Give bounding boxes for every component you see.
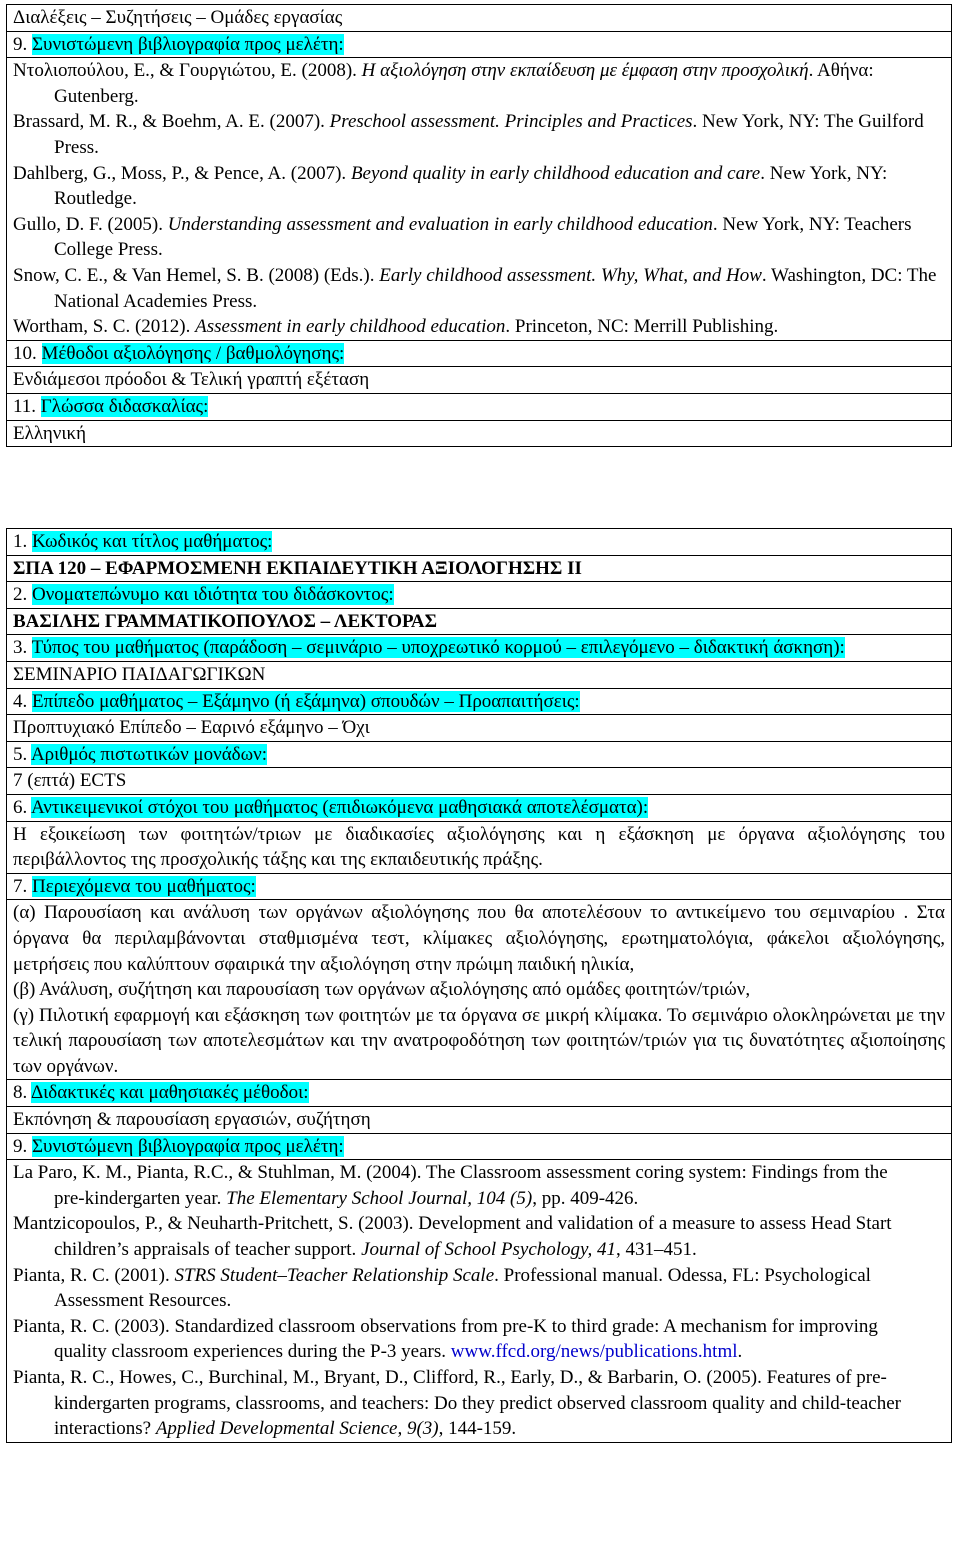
section-8-header: 8. Διδακτικές και μαθησιακές μέθοδοι: [7, 1079, 951, 1106]
section-label: Ονοματεπώνυμο και ιδιότητα του διδάσκοντος: [32, 584, 394, 606]
section-label: Συνιστώμενη βιβλιογραφία προς μελέτη: [32, 33, 344, 55]
section-5-header: 5. Αριθμός πιστωτικών μονάδων: [7, 741, 951, 768]
section-9-header [7, 31, 951, 58]
contents-item-a: (α) Παρουσίαση και ανάλυση των οργάνων αξιολόγησης που θα αποτελέσουν το αντικείμενο του σεμιναρίου . Στα όργανα θα περιλαμβάνονται σταθμισμένα τεστ, κλίμακες αξιολόγησης, ερωτηματολόγια, φάκελοι αξιολόγησης, μετρήσεις που καλύπτουν σφαιρικά την αξιολόγηση στην πρώιμη παιδική ηλικία, [13, 902, 945, 975]
section-label: Επίπεδο μαθήματος – Εξάμηνο (ή εξάμηνα) σπουδών – Προαπαιτήσεις: [32, 690, 580, 712]
contents-item-c: (γ) Πιλοτική εφαρμογή και εξάσκηση των φοιτητών με τα όργανα σε μικρή κλίμακα. Το σεμινάριο ολοκληρώνεται με την τελική παρουσίαση των αποτελεσμάτων και την ανατροφοδότηση των φοιτητών/τριών για τις δυνατότητες αξιοποίησης των οργάνων. [13, 1004, 945, 1077]
reference-item: Mantzicopoulos, P., & Neuharth-Pritchett, S. (2003). Development and validation of a measure to assess Head Start children’s appraisals of teacher support. Journal of School Psychology, 41, 431–451. [13, 1213, 892, 1261]
section-2-header: 2. Ονοματεπώνυμο και ιδιότητα του διδάσκοντος: [7, 581, 951, 608]
instructor-name: ΒΑΣΙΛΗΣ ΓΡΑΜΜΑΤΙΚΟΠΟΥΛΟΣ – ΛΕΚΤΟΡΑΣ [7, 608, 951, 635]
publications-link[interactable]: www.ffcd.org/news/publications.html [450, 1341, 738, 1363]
reference-item: La Paro, K. M., Pianta, R.C., & Stuhlman, M. (2004). The Classroom assessment coring system: Findings from the pre-kindergarten year. The Elementary School Journal, 104 (5), pp. 409-426. [13, 1162, 888, 1209]
section-9-header: 9. Συνιστώμενη βιβλιογραφία προς μελέτη: [7, 1133, 951, 1160]
section-label: Συνιστώμενη βιβλιογραφία προς μελέτη: [32, 1135, 344, 1157]
section-7-header: 7. Περιεχόμενα του μαθήματος: [7, 873, 951, 900]
section-label: Διδακτικές και μαθησιακές μέθοδοι: [30, 1082, 309, 1104]
credits-value: 7 (επτά) ECTS [7, 767, 951, 794]
section-label: Τύπος του μαθήματος (παράδοση – σεμινάριο – υποχρεωτικό κορμού – επιλεγόμενο – διδακτική άσκηση): [31, 637, 845, 659]
section-label: Μέθοδοι αξιολόγησης / βαθμολόγησης: [41, 342, 345, 364]
section-label: Αντικειμενικοί στόχοι του μαθήματος (επιδιωκόμενα μαθησιακά αποτελέσματα): [30, 796, 649, 818]
reference-item: Wortham, S. C. (2012). Assessment in early childhood education. Princeton, NC: Merrill Publishing. [13, 316, 779, 338]
course-level-value: Προπτυχιακό Επίπεδο – Εαρινό εξάμηνο – Όχι [7, 714, 951, 741]
bibliography-list [7, 1159, 951, 1442]
section-label: Αριθμός πιστωτικών μονάδων: [30, 743, 267, 765]
reference-item: Snow, C. E., & Van Hemel, S. B. (2008) (Eds.). Early childhood assessment. Why, What, and How. Washington, DC: The National Academies Press. [13, 264, 937, 312]
section-11-value: Ελληνική [7, 420, 951, 447]
contents-item-b: (β) Ανάλυση, συζήτηση και παρουσίαση των οργάνων αξιολόγησης από ομάδες φοιτητών/τριών, [13, 979, 751, 1001]
section-number: 9. [13, 33, 28, 55]
course-table-top [6, 4, 952, 447]
section-label: Περιεχόμενα του μαθήματος: [32, 875, 256, 897]
course-table-bottom [6, 528, 952, 1443]
teaching-methods-text: Διαλέξεις – Συζητήσεις – Ομάδες εργασίας [13, 7, 343, 28]
bibliography-list [7, 57, 951, 340]
reference-item: Ντολιοπούλου, Ε., & Γουργιώτου, Ε. (2008). Η αξιολόγηση στην εκπαίδευση με έμφαση στην προσχολική. Αθήνα: Gutenberg. [13, 60, 874, 107]
section-10-header: 10. Μέθοδοι αξιολόγησης / βαθμολόγησης: [7, 340, 951, 367]
objectives-value: Η εξοικείωση των φοιτητών/τριων με διαδικασίες αξιολόγησης και η εξάσκηση με όργανα αξιολόγησης του περιβάλλοντος της προσχολικής τάξης και της εκπαιδευτικής πράξης. [7, 821, 951, 873]
section-1-header: 1. Κωδικός και τίτλος μαθήματος: [13, 531, 273, 552]
section-6-header: 6. Αντικειμενικοί στόχοι του μαθήματος (επιδιωκόμενα μαθησιακά αποτελέσματα): [7, 794, 951, 821]
reference-item: Pianta, R. C. (2001). STRS Student–Teacher Relationship Scale. Professional manual. Odessa, FL: Psychological Assessment Resources. [13, 1264, 871, 1312]
contents-value [7, 899, 951, 1079]
section-11-header: 11. Γλώσσα διδασκαλίας: [7, 393, 951, 420]
section-label: Γλώσσα διδασκαλίας: [40, 395, 209, 417]
section-4-header: 4. Επίπεδο μαθήματος – Εξάμηνο (ή εξάμηνα) σπουδών – Προαπαιτήσεις: [7, 688, 951, 715]
section-3-header: 3. Τύπος του μαθήματος (παράδοση – σεμινάριο – υποχρεωτικό κορμού – επιλεγόμενο – διδακτική άσκηση): [7, 634, 951, 661]
section-10-value: Ενδιάμεσοι πρόοδοι & Τελική γραπτή εξέταση [7, 366, 951, 393]
course-type-value: ΣΕΜΙΝΑΡΙΟ ΠΑΙΔΑΓΩΓΙΚΩΝ [7, 661, 951, 688]
teaching-methods-value [7, 5, 951, 31]
section-label: Κωδικός και τίτλος μαθήματος: [32, 531, 273, 552]
reference-item: Brassard, M. R., & Boehm, A. E. (2007). Preschool assessment. Principles and Practices. New York, NY: The Guilford Press. [13, 111, 924, 158]
reference-item: Dahlberg, G., Moss, P., & Pence, A. (2007). Beyond quality in early childhood education and care. New York, NY: Routledge. [13, 162, 888, 210]
methods-value: Εκπόνηση & παρουσίαση εργασιών, συζήτηση [7, 1106, 951, 1133]
reference-item: Pianta, R. C., Howes, C., Burchinal, M., Bryant, D., Clifford, R., Early, D., & Barbarin, O. (2005). Features of pre-kindergarten programs, classrooms, and teachers: Do they predict observed classroom quality and child-teacher interactions? Applied Developmental Science, 9(3), 144-159. [13, 1367, 901, 1440]
reference-item: Pianta, R. C. (2003). Standardized classroom observations from pre-K to third grade: A mechanism for improving quality classroom experiences during the P-3 years. www.ffcd.org/news/publications.html. [13, 1315, 878, 1363]
course-title: ΣΠΑ 120 – ΕΦΑΡΜΟΣΜΕΝΗ ΕΚΠΑΙΔΕΥΤΙΚΗ ΑΞΙΟΛΟΓΗΣΗΣ ΙΙ [7, 555, 951, 582]
reference-item: Gullo, D. F. (2005). Understanding assessment and evaluation in early childhood education. New York, NY: Teachers College Press. [13, 213, 912, 261]
